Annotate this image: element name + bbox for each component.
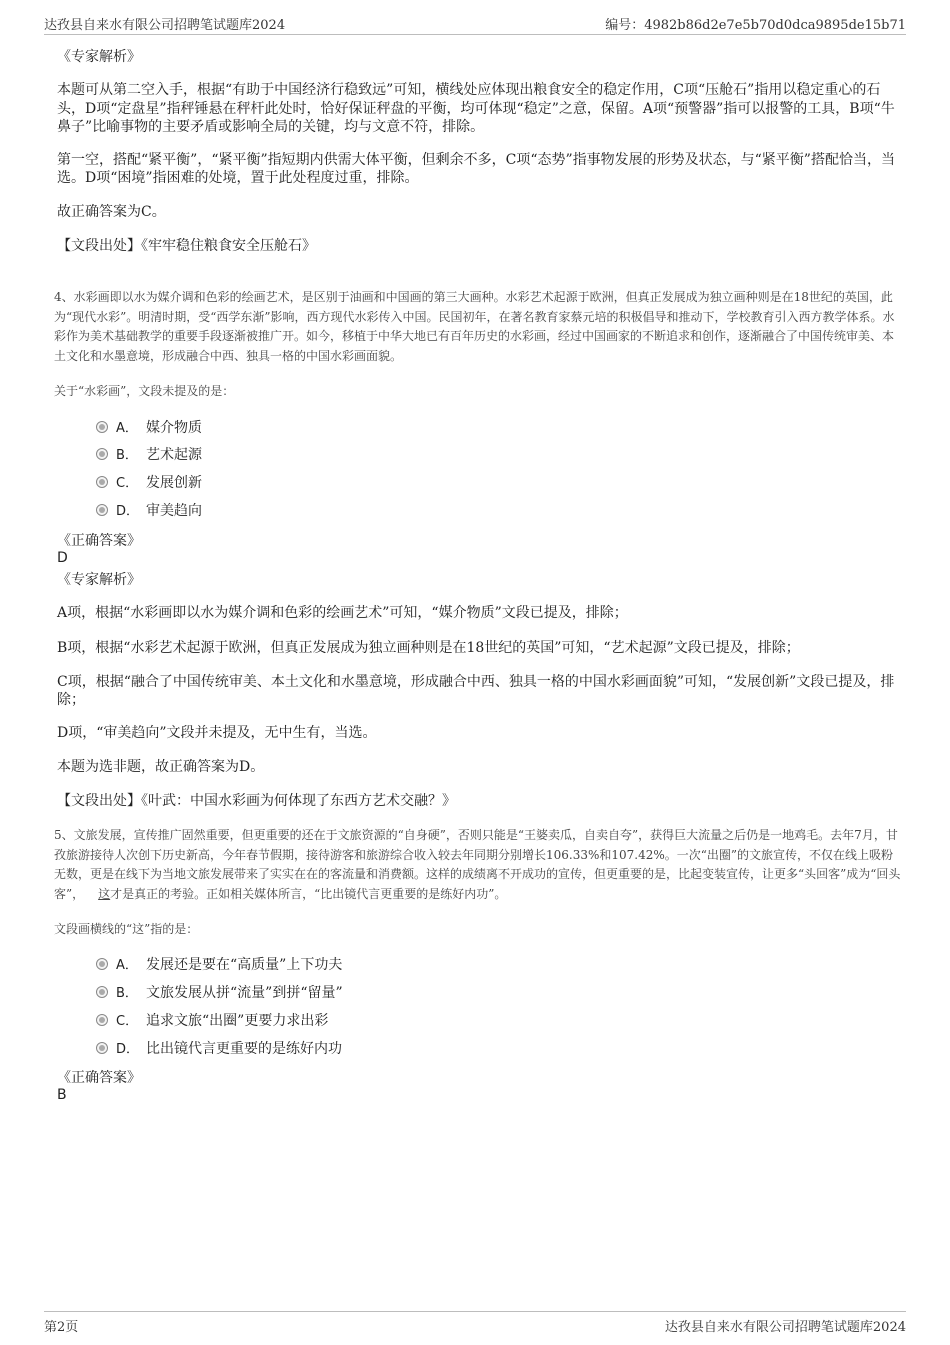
q3-analysis-label: 《专家解析》 bbox=[57, 49, 141, 65]
radio-icon[interactable] bbox=[96, 958, 108, 970]
radio-icon[interactable] bbox=[96, 1014, 108, 1026]
q5-answer-label: 《正确答案》 bbox=[57, 1070, 141, 1086]
q4-analysis-conclusion: 本题为选非题，故正确答案为D。 bbox=[57, 759, 265, 775]
q5-option-a[interactable]: A． 发展还是要在“高质量”上下功夫 bbox=[96, 955, 342, 975]
footer-title: 达孜县自来水有限公司招聘笔试题库2024 bbox=[664, 1320, 906, 1335]
q4-analysis-label: 《专家解析》 bbox=[57, 572, 141, 588]
q4-option-d[interactable]: D． 审美趋向 bbox=[96, 501, 202, 521]
q4-analysis-a: A项，根据“水彩画即以水为媒介调和色彩的绘画艺术”可知，“媒介物质”文段已提及，排除； bbox=[57, 605, 628, 621]
q4-answer: D bbox=[57, 550, 68, 566]
q4-stem: 4、水彩画即以水为媒介调和色彩的绘画艺术，是区别于油画和中国画的第三大画种。水彩艺术起源于欧洲，但真正发展成为独立画种则是在18世纪的英国，此为“现代水彩”。明清时期，受“西学东渐”影响，西方现代水彩传入中国。民国初年，在著名教育家蔡元培的积极倡导和推动下，学校教育引入西方教学体系。水彩作为美术基础教学的重要手段逐渐被推广开。如今，移植于中华大地已有百年历史的水彩画，经过中国画家的不断追求和创作，逐渐融合了中国传统审美、本土文化和水墨意境，形成融合中西、独具一格的中国水彩画面貌。 bbox=[54, 290, 895, 363]
q3-analysis-p3: 故正确答案为C。 bbox=[57, 204, 166, 220]
q4-analysis-c: C项，根据“融合了中国传统审美、本土文化和水墨意境，形成融合中西、独具一格的中国水彩画面貌”可知，“发展创新”文段已提及，排除； bbox=[57, 674, 895, 708]
page-header bbox=[44, 12, 906, 35]
radio-icon[interactable] bbox=[96, 421, 108, 433]
q4-option-c[interactable]: C． 发展创新 bbox=[96, 473, 202, 493]
q5-option-c[interactable]: C． 追求文旅“出圈”更要力求出彩 bbox=[96, 1011, 328, 1031]
q3-analysis-p1: 本题可从第二空入手，根据“有助于中国经济行稳致远”可知，横线处应体现出粮食安全的稳定作用，C项“压舱石”指用以稳定重心的石头，D项“定盘星”指秤锤悬在秤杆此处时，恰好保证秤盘的平衡，均可体现“稳定”之意，保留。A项“预警器”指可以报警的工具，B项“牛鼻子”比喻事物的主要矛盾或影响全局的关键，均与文意不符，排除。 bbox=[57, 82, 895, 135]
page-footer bbox=[44, 1311, 906, 1336]
underlined-word: 这 bbox=[98, 886, 111, 901]
q4-question: 关于“水彩画”，文段未提及的是： bbox=[54, 384, 235, 398]
q4-option-b[interactable]: B． 艺术起源 bbox=[96, 445, 202, 465]
radio-icon[interactable] bbox=[96, 448, 108, 460]
q5-question: 文段画横线的“这”指的是： bbox=[54, 922, 199, 936]
q4-source: 【文段出处】《叶武：中国水彩画为何体现了东西方艺术交融？》 bbox=[57, 793, 456, 809]
header-code: 编号：4982b86d2e7e5b70d0dca9895de15b71 bbox=[605, 18, 906, 33]
q5-option-b[interactable]: B． 文旅发展从拼“流量”到拼“留量” bbox=[96, 983, 343, 1003]
radio-icon[interactable] bbox=[96, 504, 108, 516]
q4-option-a[interactable]: A． 媒介物质 bbox=[96, 418, 202, 438]
radio-icon[interactable] bbox=[96, 1042, 108, 1054]
header-title: 达孜县自来水有限公司招聘笔试题库2024 bbox=[44, 18, 286, 33]
q4-analysis-b: B项，根据“水彩艺术起源于欧洲，但真正发展成为独立画种则是在18世纪的英国”可知，“艺术起源”文段已提及，排除； bbox=[57, 640, 800, 656]
q5-answer: B bbox=[57, 1087, 67, 1103]
q3-analysis-p2: 第一空，搭配“紧平衡”，“紧平衡”指短期内供需大体平衡，但剩余不多，C项“态势”指事物发展的形势及状态，与“紧平衡”搭配恰当，当选。D项“困境”指困难的处境，置于此处程度过重，排除。 bbox=[57, 152, 895, 186]
q5-option-d[interactable]: D． 比出镜代言更重要的是练好内功 bbox=[96, 1039, 342, 1059]
q3-source: 【文段出处】《牢牢稳住粮食安全压舱石》 bbox=[57, 238, 316, 254]
page-number: 第2页 bbox=[44, 1320, 79, 1335]
radio-icon[interactable] bbox=[96, 986, 108, 998]
radio-icon[interactable] bbox=[96, 476, 108, 488]
q5-stem: 5、文旅发展，宣传推广固然重要，但更重要的还在于文旅资源的“自身硬”，否则只能是“王婆卖瓜，自卖自夸”，获得巨大流量之后仍是一地鸡毛。去年7月，甘孜旅游接待人次创下历史新高，今年春节假期，接待游客和旅游综合收入较去年同期分别增长106.33%和107.42%。一次“出圈”的文旅宣传，不仅在线上吸粉无数，更是在线下为当地文旅发展带来了实实在在的客流量和消费额。这样的成绩离不开成功的宣传，但更重要的是，比起变装宣传，让更多“头回客”成为“回头客”， 这才是真正的考验。正如相关媒体所言，“比出镜代言更重要的是练好内功”。 bbox=[54, 828, 901, 901]
q4-answer-label: 《正确答案》 bbox=[57, 533, 141, 549]
q4-analysis-d: D项，“审美趋向”文段并未提及，无中生有，当选。 bbox=[57, 725, 377, 741]
